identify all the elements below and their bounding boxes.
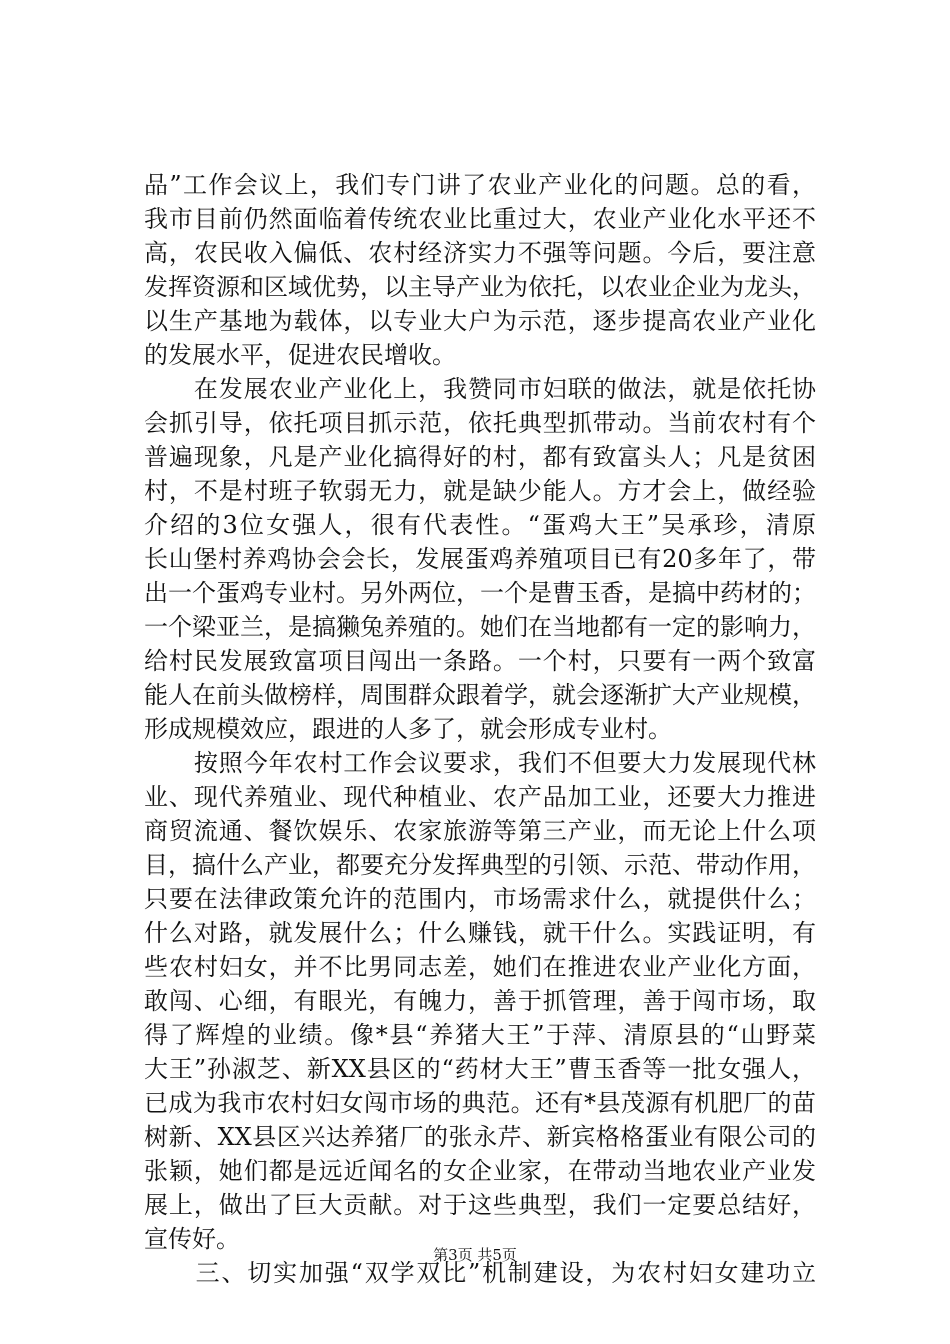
text-line: 能人在前头做榜样，周围群众跟着学，就会逐渐扩大产业规模，	[144, 681, 816, 709]
text-line: 敢闯、心细，有眼光，有魄力，善于抓管理，善于闯市场，取	[144, 987, 816, 1015]
text-line: 给村民发展致富项目闯出一条路。一个村，只要有一两个致富	[144, 647, 816, 675]
text-line: 一个梁亚兰，是搞獭兔养殖的。她们在当地都有一定的影响力，	[144, 613, 816, 641]
text-line: 村，不是村班子软弱无力，就是缺少能人。方才会上，做经验	[144, 477, 816, 505]
text-line: 只要在法律政策允许的范围内，市场需求什么，就提供什么；	[144, 885, 816, 913]
text-line: 按照今年农村工作会议要求，我们不但要大力发展现代林	[144, 749, 816, 777]
text-line: 张颖，她们都是远近闻名的女企业家，在带动当地农业产业发	[144, 1157, 816, 1185]
text-line: 些农村妇女，并不比男同志差，她们在推进农业产业化方面，	[144, 953, 816, 981]
text-line: 在发展农业产业化上，我赞同市妇联的做法，就是依托协	[144, 375, 816, 403]
text-line: 宣传好。	[144, 1225, 240, 1253]
text-line: 会抓引导，依托项目抓示范，依托典型抓带动。当前农村有个	[144, 409, 816, 437]
text-line: 品”工作会议上，我们专门讲了农业产业化的问题。总的看，	[144, 171, 816, 199]
text-line: 的发展水平，促进农民增收。	[144, 341, 456, 369]
text-line: 长山堡村养鸡协会会长，发展蛋鸡养殖项目已有20多年了，带	[144, 545, 816, 573]
body-text	[144, 168, 816, 1290]
text-line: 展上，做出了巨大贡献。对于这些典型，我们一定要总结好，	[144, 1191, 816, 1219]
text-line: 我市目前仍然面临着传统农业比重过大，农业产业化水平还不	[144, 205, 816, 233]
text-line: 商贸流通、餐饮娱乐、农家旅游等第三产业，而无论上什么项	[144, 817, 816, 845]
text-line: 得了辉煌的业绩。像*县“养猪大王”于萍、清原县的“山野菜	[144, 1021, 816, 1049]
text-line: 以生产基地为载体，以专业大户为示范，逐步提高农业产业化	[144, 307, 816, 335]
page-footer: 第3页 共5页	[433, 1246, 517, 1264]
text-line: 大王”孙淑芝、新XX县区的“药材大王”曹玉香等一批女强人，	[144, 1055, 816, 1083]
text-line: 业、现代养殖业、现代种植业、农产品加工业，还要大力推进	[144, 783, 816, 811]
text-line: 目，搞什么产业，都要充分发挥典型的引领、示范、带动作用，	[144, 851, 816, 879]
text-line: 介绍的3位女强人，很有代表性。“蛋鸡大王”吴承珍，清原	[144, 511, 816, 539]
text-line: 普遍现象，凡是产业化搞得好的村，都有致富头人；凡是贫困	[144, 443, 816, 471]
text-line: 形成规模效应，跟进的人多了，就会形成专业村。	[144, 715, 672, 743]
text-line: 已成为我市农村妇女闯市场的典范。还有*县茂源有机肥厂的苗	[144, 1089, 816, 1117]
text-line: 发挥资源和区域优势，以主导产业为依托，以农业企业为龙头，	[144, 273, 816, 301]
text-line: 出一个蛋鸡专业村。另外两位，一个是曹玉香，是搞中药材的；	[144, 579, 816, 607]
text-line: 树新、XX县区兴达养猪厂的张永芹、新宾格格蛋业有限公司的	[144, 1123, 816, 1151]
text-line: 三、切实加强“双学双比”机制建设，为农村妇女建功立	[144, 1259, 816, 1287]
text-line: 什么对路，就发展什么；什么赚钱，就干什么。实践证明，有	[144, 919, 816, 947]
text-line: 高，农民收入偏低、农村经济实力不强等问题。今后，要注意	[144, 239, 816, 267]
